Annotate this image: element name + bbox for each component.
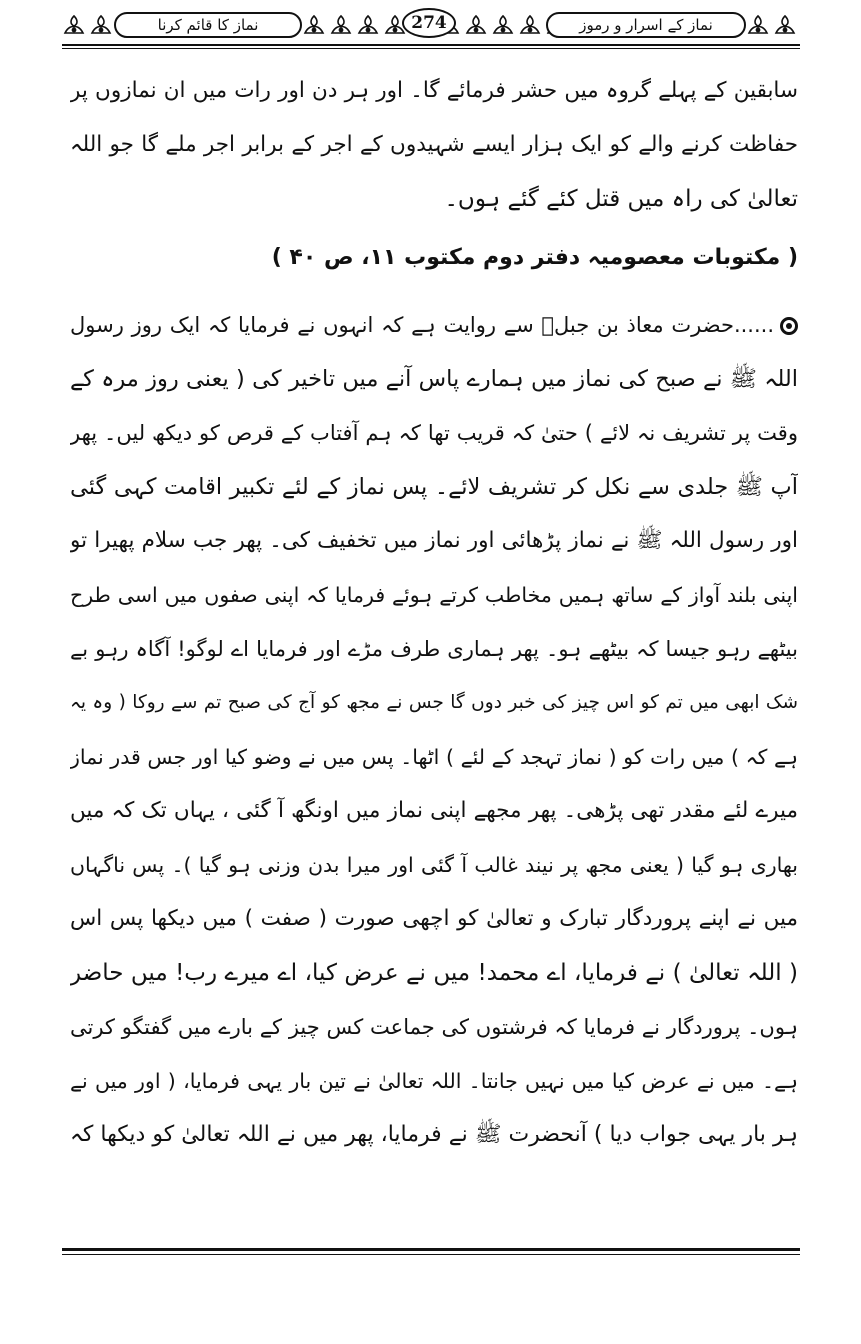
page-number: 274 bbox=[402, 8, 456, 38]
text-line: ( اللہ تعالیٰ ) نے فرمایا، اے محمد! میں نے عرض کیا، اے میرے رب! میں حاضر bbox=[70, 960, 798, 986]
floral-ornament-icon bbox=[464, 13, 488, 37]
text-line-content: ......حضرت معاذ بن جبلؓ سے روایت ہے کہ انہوں نے فرمایا کہ ایک روز رسول bbox=[70, 313, 774, 337]
header-rule-thin bbox=[62, 48, 800, 49]
floral-ornament-icon bbox=[329, 13, 353, 37]
text-line: شک ابھی میں تم کو اس چیز کی خبر دوں گا جس نے مجھ کو آج کی صبح تم سے روکا ( وہ یہ bbox=[70, 692, 798, 713]
floral-ornament-icon bbox=[89, 13, 113, 37]
floral-ornament-icon bbox=[62, 13, 86, 37]
text-line: سابقین کے پہلے گروہ میں حشر فرمائے گا۔ اور ہر دن اور رات میں ان نمازوں پر bbox=[70, 78, 798, 103]
text-line: اللہ ﷺ نے صبح کی نماز میں ہمارے پاس آنے میں تاخیر کی ( یعنی روز مرہ کے bbox=[70, 366, 798, 392]
text-line: حفاظت کرنے والے کو ایک ہزار ایسے شہیدوں کے اجر کے برابر اجر ملے گا جو اللہ bbox=[70, 132, 798, 157]
text-line: بیٹھے رہو جیسا کہ بیٹھے ہو۔ پھر ہماری طرف مڑے اور فرمایا اے لوگو! آگاہ رہو بے bbox=[70, 637, 798, 661]
text-line: بھاری ہو گیا ( یعنی مجھ پر نیند غالب آ گئی اور میرا بدن وزنی ہو گیا )۔ پس ناگہاں bbox=[70, 853, 798, 877]
footer-rule bbox=[62, 1248, 800, 1251]
text-line: اور رسول اللہ ﷺ نے نماز پڑھائی اور نماز میں تخفیف کی۔ پھر جب سلام پھیرا تو bbox=[70, 528, 798, 553]
floral-ornament-icon bbox=[746, 13, 770, 37]
header-ornament-group-right bbox=[746, 10, 797, 40]
text-line: تعالیٰ کی راہ میں قتل کئے گئے ہوں۔ bbox=[444, 186, 798, 212]
text-line: ہر بار یہی جواب دیا ) آنحضرت ﷺ نے فرمایا، پھر میں نے اللہ تعالیٰ کو دیکھا کہ bbox=[70, 1122, 798, 1147]
text-line: ہے۔ میں نے عرض کیا میں نہیں جانتا۔ اللہ تعالیٰ نے تین بار یہی فرمایا، ( اور میں نے bbox=[70, 1069, 798, 1093]
text-line: میں نے اپنے پروردگار تبارک و تعالیٰ کو اچھی صورت ( صفت ) میں دیکھا پس اس bbox=[70, 906, 798, 931]
floral-ornament-icon bbox=[518, 13, 542, 37]
header-book-title: نماز کے اسرار و رموز bbox=[546, 12, 746, 38]
floral-ornament-icon bbox=[302, 13, 326, 37]
reference-citation: ( مکتوبات معصومیہ دفتر دوم مکتوب ۱۱، ص ۴۰ ) bbox=[271, 245, 798, 270]
bullet-icon bbox=[780, 317, 798, 335]
floral-ornament-icon bbox=[773, 13, 797, 37]
text-line: میرے لئے مقدر تھی پڑھی۔ پھر مجھے اپنی نماز میں اونگھ آ گئی ، یہاں تک کہ میں bbox=[70, 798, 798, 823]
paragraph-1 bbox=[70, 64, 798, 226]
header-rule bbox=[62, 44, 800, 46]
text-line: ہے کہ ) میں رات کو ( نماز تہجد کے لئے ) اٹھا۔ پس میں نے وضو کیا اور جس قدر نماز bbox=[70, 745, 798, 769]
text-line: ہوں۔ پروردگار نے فرمایا کہ فرشتوں کی جماعت کس چیز کے بارے میں گفتگو کرتی bbox=[70, 1015, 798, 1039]
paragraph-2 bbox=[70, 298, 798, 1162]
text-line: اپنی بلند آواز کے ساتھ ہمیں مخاطب کرتے ہوئے فرمایا کہ اپنی صفوں میں اسی طرح bbox=[70, 583, 798, 607]
text-line-first bbox=[70, 298, 798, 352]
floral-ornament-icon bbox=[356, 13, 380, 37]
footer-rule-thin bbox=[62, 1254, 800, 1255]
header-ornament-group-left bbox=[62, 10, 113, 40]
header-chapter-title: نماز کا قائم کرنا bbox=[114, 12, 302, 38]
floral-ornament-icon bbox=[491, 13, 515, 37]
text-line: آپ ﷺ جلدی سے نکل کر تشریف لائے۔ پس نماز کے لئے تکبیر اقامت کہی گئی bbox=[70, 474, 798, 500]
text-line: وقت پر تشریف نہ لائے ) حتیٰ کہ قریب تھا کہ ہم آفتاب کے قرص کو دیکھ لیں۔ پھر bbox=[70, 421, 798, 445]
